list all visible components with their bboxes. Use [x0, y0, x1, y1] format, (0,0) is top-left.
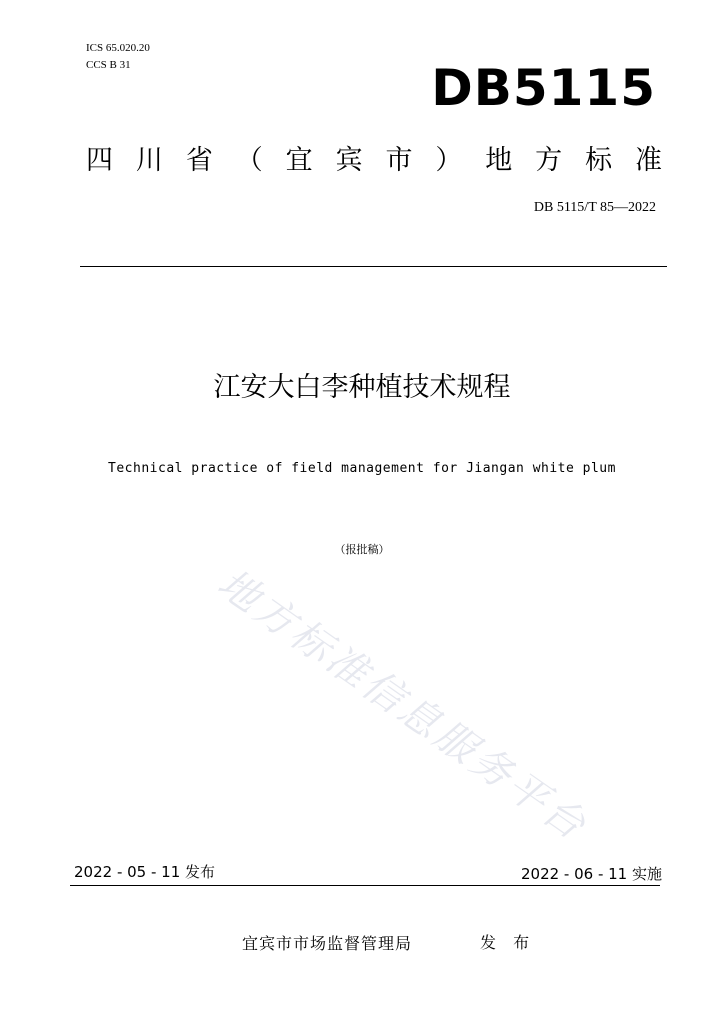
standard-title-char: 宜	[285, 145, 313, 176]
publish-label: 发 布	[480, 933, 536, 952]
standard-title-char: 标	[585, 145, 613, 176]
standard-title-char: 四	[86, 145, 113, 176]
publisher-name: 宜宾市市场监督管理局	[242, 934, 413, 953]
standard-title-char: 川	[135, 145, 163, 176]
standard-type-title	[86, 143, 662, 179]
document-subtitle-english: Technical practice of field management for Jiangan white plum	[108, 461, 616, 476]
standard-title-char: 地	[485, 145, 513, 176]
ics-code: ICS 65.020.20	[86, 42, 150, 54]
top-divider	[80, 266, 667, 267]
db-logo: DB5115	[431, 59, 656, 117]
standard-title-char: 市	[385, 145, 413, 176]
standard-title-char: 省	[185, 145, 213, 176]
standard-number: DB 5115/T 85—2022	[533, 200, 656, 215]
standard-title-char: 方	[535, 145, 563, 176]
standard-title-char: 准	[634, 145, 662, 176]
classification-codes	[86, 40, 150, 74]
implementation-date: 2022 - 06 - 11 实施	[520, 865, 662, 883]
standard-title-char: （	[235, 145, 263, 176]
bottom-divider	[70, 885, 660, 886]
watermark: 地方标准信息服务平台	[209, 560, 597, 851]
issue-date: 2022 - 05 - 11 发布	[74, 863, 216, 881]
document-title: 江安大白李种植技术规程	[213, 372, 511, 403]
draft-status-note: （报批稿）	[334, 543, 390, 556]
standard-title-char: 宾	[335, 145, 363, 176]
standard-title-char: ）	[435, 145, 463, 176]
ccs-code: CCS B 31	[86, 59, 131, 71]
